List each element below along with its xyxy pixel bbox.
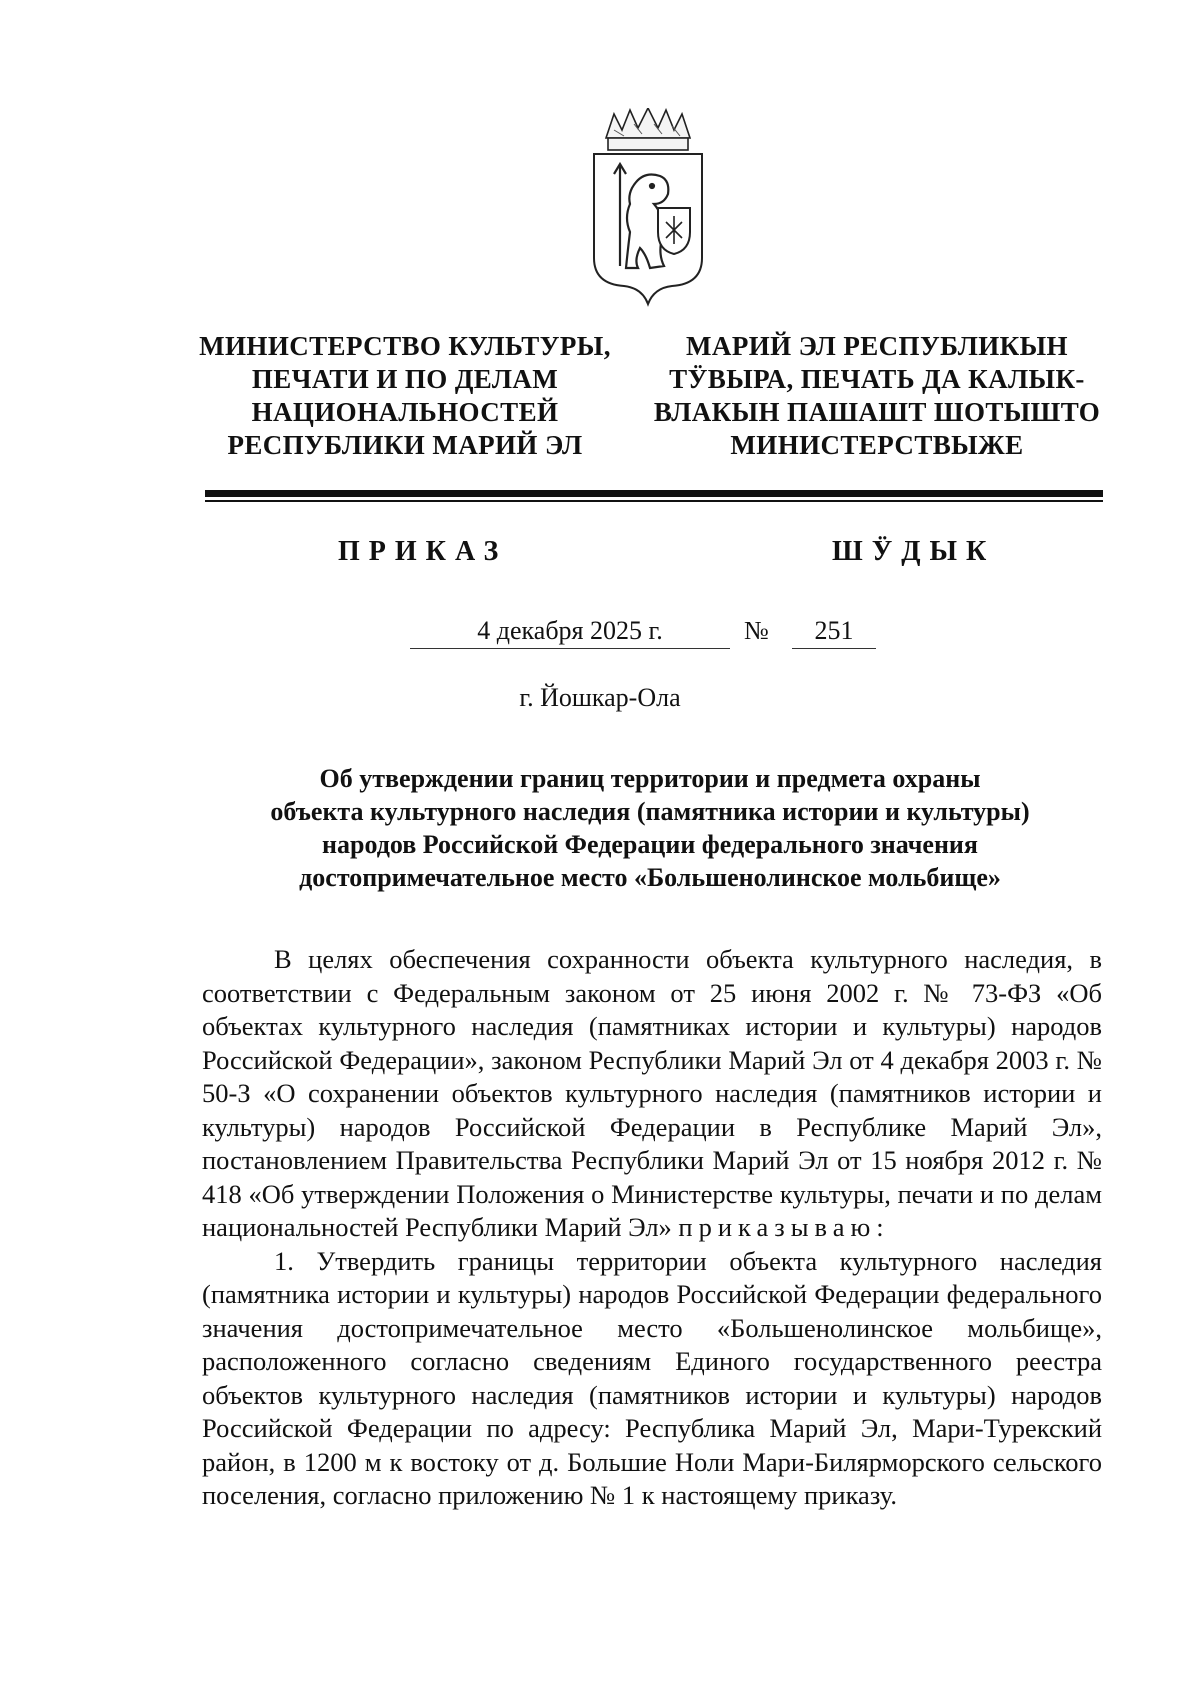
header-line: НАЦИОНАЛЬНОСТЕЙ [251,397,559,427]
title-line: Об утверждении границ территории и предмета охраны [319,764,981,793]
doc-type-russian: ПРИКАЗ [338,536,508,567]
doc-type-mari: ШӰДЫК [832,536,996,567]
title-line: объекта культурного наследия (памятника истории и культуры) [270,797,1030,826]
small-shield-icon [658,208,690,254]
header-divider-thick [205,490,1103,497]
header-line: ВЛАКЫН ПАШАШТ ШОТЫШТО [653,397,1101,427]
order-number: 251 [792,616,876,649]
header-line: ТӰВЫРА, ПЕЧАТЬ ДА КАЛЫК- [669,364,1085,394]
order-title [220,762,1080,894]
header-line: РЕСПУБЛИКИ МАРИЙ ЭЛ [227,430,583,460]
order-word: приказываю: [678,1212,890,1242]
order-body [202,943,1102,1513]
header-divider-thin [205,500,1103,502]
header-line: ПЕЧАТИ И ПО ДЕЛАМ [251,364,559,394]
preamble-text: В целях обеспечения сохранности объекта культурного наследия, в соответствии с Федеральным законом от 25 июня 2002 г. № 73-ФЗ «Об объектах культурного наследия (памятниках истории и культуры) народов Российской Федерации», законом Республики Марий Эл от 4 декабря 2003 г. № 50-З «О сохранении объектов культурного наследия (памятников истории и культуры) народов Российской Федерации в Республике Марий Эл», постановлением Правительства Республики Марий Эл от 15 ноября 2012 г. № 418 «Об утверждении Положения о Министерстве культуры, печати и по делам национальностей Республики Марий Эл» [202,944,1102,1242]
title-line: достопримечательное место «Большенолинское мольбище» [299,863,1001,892]
ministry-name-russian [190,330,620,462]
number-sign: № [744,616,769,645]
header-line: МИНИСТЕРСТВЫЖЕ [730,430,1024,460]
preamble-paragraph [202,943,1102,1245]
crown-icon [606,108,690,150]
ministry-name-mari [642,330,1112,462]
coat-of-arms-emblem [584,108,712,308]
title-line: народов Российской Федерации федерального значения [322,830,978,859]
city: г. Йошкар-Ола [519,683,681,712]
header-line: МИНИСТЕРСТВО КУЛЬТУРЫ, [199,331,611,361]
order-date: 4 декабря 2025 г. [410,616,730,649]
header-line: МАРИЙ ЭЛ РЕСПУБЛИКЫН [686,331,1068,361]
item-1-paragraph: 1. Утвердить границы территории объекта культурного наследия (памятника истории и культуры) народов Российской Федерации федерального значения достопримечательное место «Большенолинское мольбище», расположенного согласно сведениям Единого государственного реестра объектов культурного наследия (памятников истории и культуры) народов Российской Федерации по адресу: Республика Марий Эл, Мари-Турекский район, в 1200 м к востоку от д. Большие Ноли Мари-Билярморского сельского поселения, согласно приложению № 1 к настоящему приказу. [202,1245,1102,1510]
